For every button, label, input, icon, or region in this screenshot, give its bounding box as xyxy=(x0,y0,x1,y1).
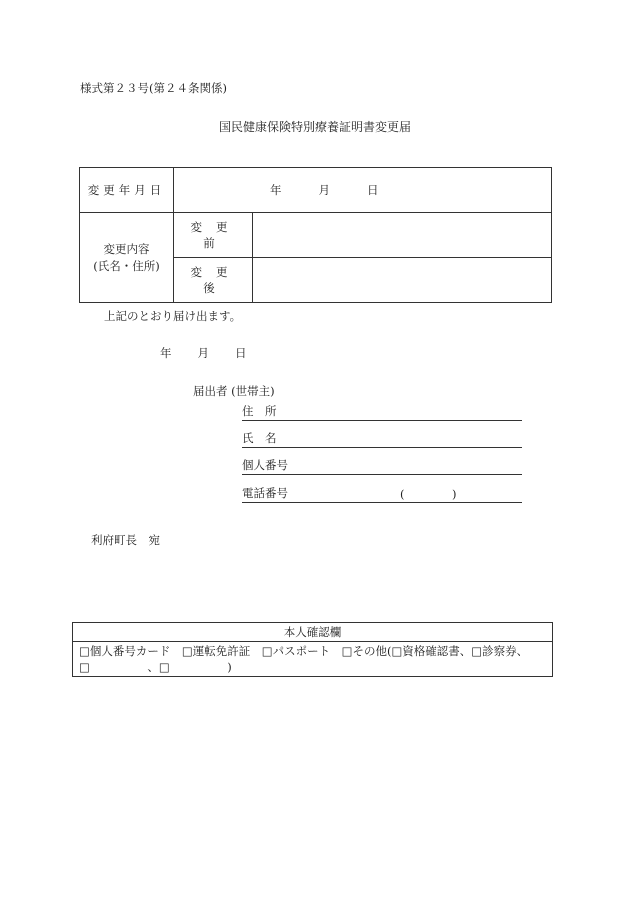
phone-label: 電話番号 xyxy=(242,486,288,500)
form-number: 様式第２３号(第２４条関係) xyxy=(80,81,227,95)
name-field[interactable] xyxy=(242,431,522,448)
identity-check-options[interactable] xyxy=(73,642,553,677)
date-day-label: 日 xyxy=(367,183,379,197)
individual-number-field[interactable] xyxy=(242,458,522,475)
date-year-label: 年 xyxy=(270,183,282,197)
before-change-field[interactable] xyxy=(253,213,552,258)
submission-date[interactable] xyxy=(160,345,247,361)
submission-month-label: 月 xyxy=(197,346,209,360)
change-content-label xyxy=(80,213,174,303)
addressee: 利府町長 宛 xyxy=(91,533,160,547)
document-title: 国民健康保険特別療養証明書変更届 xyxy=(218,120,411,134)
individual-number-label: 個人番号 xyxy=(242,458,288,472)
change-table xyxy=(79,167,552,303)
date-month-label: 月 xyxy=(318,183,330,197)
change-content-label-line1: 変更内容 xyxy=(103,241,150,256)
change-date-label: 変更年月日 xyxy=(80,168,174,213)
after-change-label: 変更後 xyxy=(174,258,253,303)
notifier-heading: 届出者 (世帯主) xyxy=(193,384,275,398)
change-content-label-line2: (氏名・住所) xyxy=(93,258,160,273)
declaration-text: 上記のとおり届け出ます。 xyxy=(104,309,242,323)
address-label: 住 所 xyxy=(242,404,277,418)
identity-check-table xyxy=(72,622,553,677)
change-date-field[interactable] xyxy=(174,168,552,213)
identity-check-line2: □ 、□ ) xyxy=(79,660,232,674)
name-label: 氏 名 xyxy=(242,431,277,445)
identity-check-line1: □個人番号カード □運転免許証 □パスポート □その他(□資格確認書、□診察券、 xyxy=(79,644,529,658)
submission-day-label: 日 xyxy=(235,346,247,360)
after-change-field[interactable] xyxy=(253,258,552,303)
phone-field[interactable] xyxy=(242,486,522,503)
submission-year-label: 年 xyxy=(160,346,172,360)
address-field[interactable] xyxy=(242,404,522,421)
identity-check-heading: 本人確認欄 xyxy=(73,623,553,642)
phone-paren-close: ) xyxy=(452,487,457,501)
before-change-label: 変更前 xyxy=(174,213,253,258)
phone-paren-open: ( xyxy=(400,487,405,501)
